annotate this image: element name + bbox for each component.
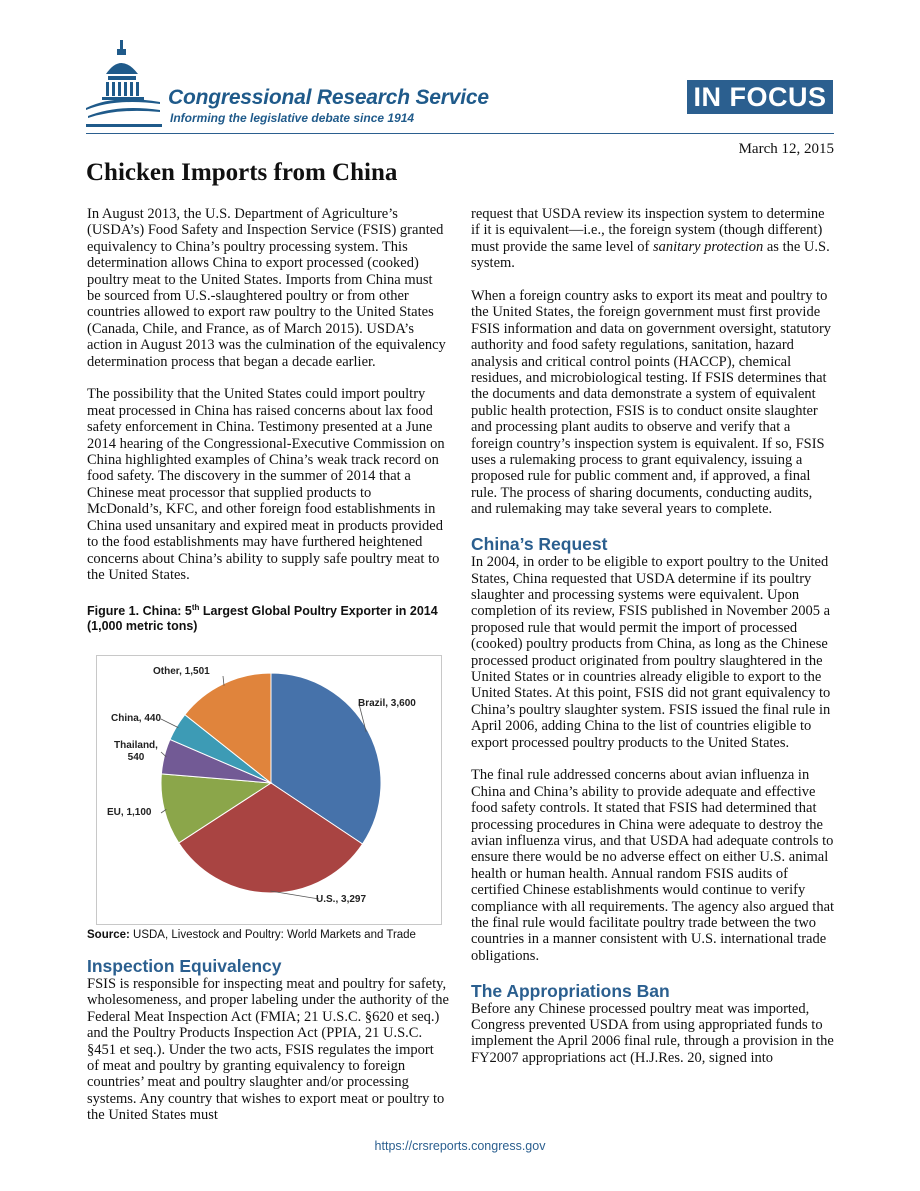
pie-chart [97,656,441,924]
pie-chart-figure [96,655,442,925]
leader-line-china [161,719,178,728]
capitol-dome-logo [84,40,164,130]
pie-label-brazil: Brazil, 3,600 [358,698,416,709]
publication-date: March 12, 2015 [738,141,834,157]
paragraph: In August 2013, the U.S. Department of Agriculture’s (USDA’s) Food Safety and Inspection Service (FSIS) granted equivalency to China’s poultry processing system. This determination allows China to export processed (cooked) poultry meat to the United States. Imports from China must be sourced from U.S.-slaughtered poultry or from other countries allowed to export raw poultry to the United States (Canada, Chile, and France, as of March 2015). USDA’s action in August 2013 was the culmination of the equivalency determination process that began a decade earlier. [87,206,446,370]
in-focus-badge: IN FOCUS [687,80,833,114]
pie-label-other: Other, 1,501 [153,666,210,677]
header-rule [86,133,834,134]
paragraph: FSIS is responsible for inspecting meat and poultry for safety, wholesomeness, and proper labeling under the authority of the Federal Meat Inspection Act (FMIA; 21 U.S.C. §620 et seq.) and the Poultry Products Inspection Act (PPIA, 21 U.S.C. §451 et seq.). Under the two acts, FSIS regulates the import of meat and poultry by granting equivalency to foreign countries’ meat and poultry slaughter and/or processing systems. Any country that wishes to export meat or poultry to the United States must [87,976,449,1124]
org-name: Congressional Research Service [168,86,489,109]
pie-label-us: U.S., 3,297 [316,894,367,905]
footer-url[interactable]: https://crsreports.congress.gov [374,1139,546,1153]
paragraph: The possibility that the United States could import poultry meat processed in China has raised concerns about lax food safety enforcement in China. Testimony presented at a June 2014 hearing of the Congressional-Executive Commission on China highlighted examples of China’s weak track record on food safety. The discovery in the summer of 2014 that a Chinese meat processor that supplied products to McDonald’s, KFC, and other foreign food establishments in China used unsanitary and expired meat in products provided to the food establishments may have furthered heightened concerns about China’s ability to supply safe poultry meat to the United States. [87,386,445,583]
pie-label-eu: EU, 1,100 [107,807,152,818]
figure-caption: Figure 1. China: 5th Largest Global Poultry Exporter in 2014 (1,000 metric tons) [87,602,438,633]
paragraph: Before any Chinese processed poultry meat was imported, Congress prevented USDA from using appropriated funds to implement the April 2006 final rule, through a provision in the FY2007 appropriations act (H.J.Res. 20, signed into [471,1000,834,1066]
left-column-lower [87,956,449,1140]
paragraph: request that USDA review its inspection system to determine if it is equivalent—i.e., the foreign system (though different) must provide the same level of sanitary protection as the U.S. system. [471,206,830,272]
right-column [471,206,835,1083]
pie-label-china: China, 440 [111,713,162,724]
document-title: Chicken Imports from China [86,159,398,186]
section-heading: China’s Request [471,534,608,555]
left-column [87,206,449,634]
paragraph: In 2004, in order to be eligible to export poultry to the United States, China requested that USDA determine if its poultry slaughter and processing systems were equivalent. Upon completion of its review, FSIS published in November 2005 a proposed rule that would permit the import of processed (cooked) poultry products from China, as long as the Chinese processed product originated from poultry slaughtered in the United States or in countries already eligible to export to the United States. At this point, FSIS did not grant equivalency to China’s poultry slaughter system. FSIS issued the final rule in April 2006, adding China to the list of countries eligible to export processed poultry products to the United States. [471,554,831,751]
paragraph: When a foreign country asks to export its meat and poultry to the United States, the foreign government must first provide FSIS information and data on government oversight, statutory authority and food safety regulations, sanitation, hazard analysis and critical control points (HACCP), chemical residues, and microbiological testing. If FSIS determines that the documents and data demonstrate a system of equivalent public health protection, FSIS is to conduct onsite slaughter and processing plant audits to observe and verify that a foreign country’s inspection system is equivalent. If so, FSIS uses a rulemaking process to grant equivalency, issuing a proposed rule for public comment and, if approved, a final rule. The process of sharing documents, conducting audits, and rulemaking may take several years to complete. [471,288,832,518]
paragraph: The final rule addressed concerns about avian influenza in China and China’s ability to provide adequate and effective food safety controls. It stated that FSIS had determined that processing procedures in China were adequate to destroy the avian influenza virus, and that USDA had adequate controls to ensure there would be no adverse effect on either U.S. animal health or human health. Annual random FSIS audits of certified Chinese establishments would continue to verify compliance with all requirements. The agency also argued that the final rule would facilitate poultry trade between the two countries in a manner consistent with U.S. international trade obligations. [471,767,835,964]
pie-label-thailand: Thailand, 540 [114,740,158,763]
leader-line-us [270,891,319,899]
section-heading: The Appropriations Ban [471,980,670,1001]
org-tagline: Informing the legislative debate since 1914 [170,111,415,125]
figure-source: Source: USDA, Livestock and Poultry: World Markets and Trade [87,929,416,941]
section-heading: Inspection Equivalency [87,956,282,976]
